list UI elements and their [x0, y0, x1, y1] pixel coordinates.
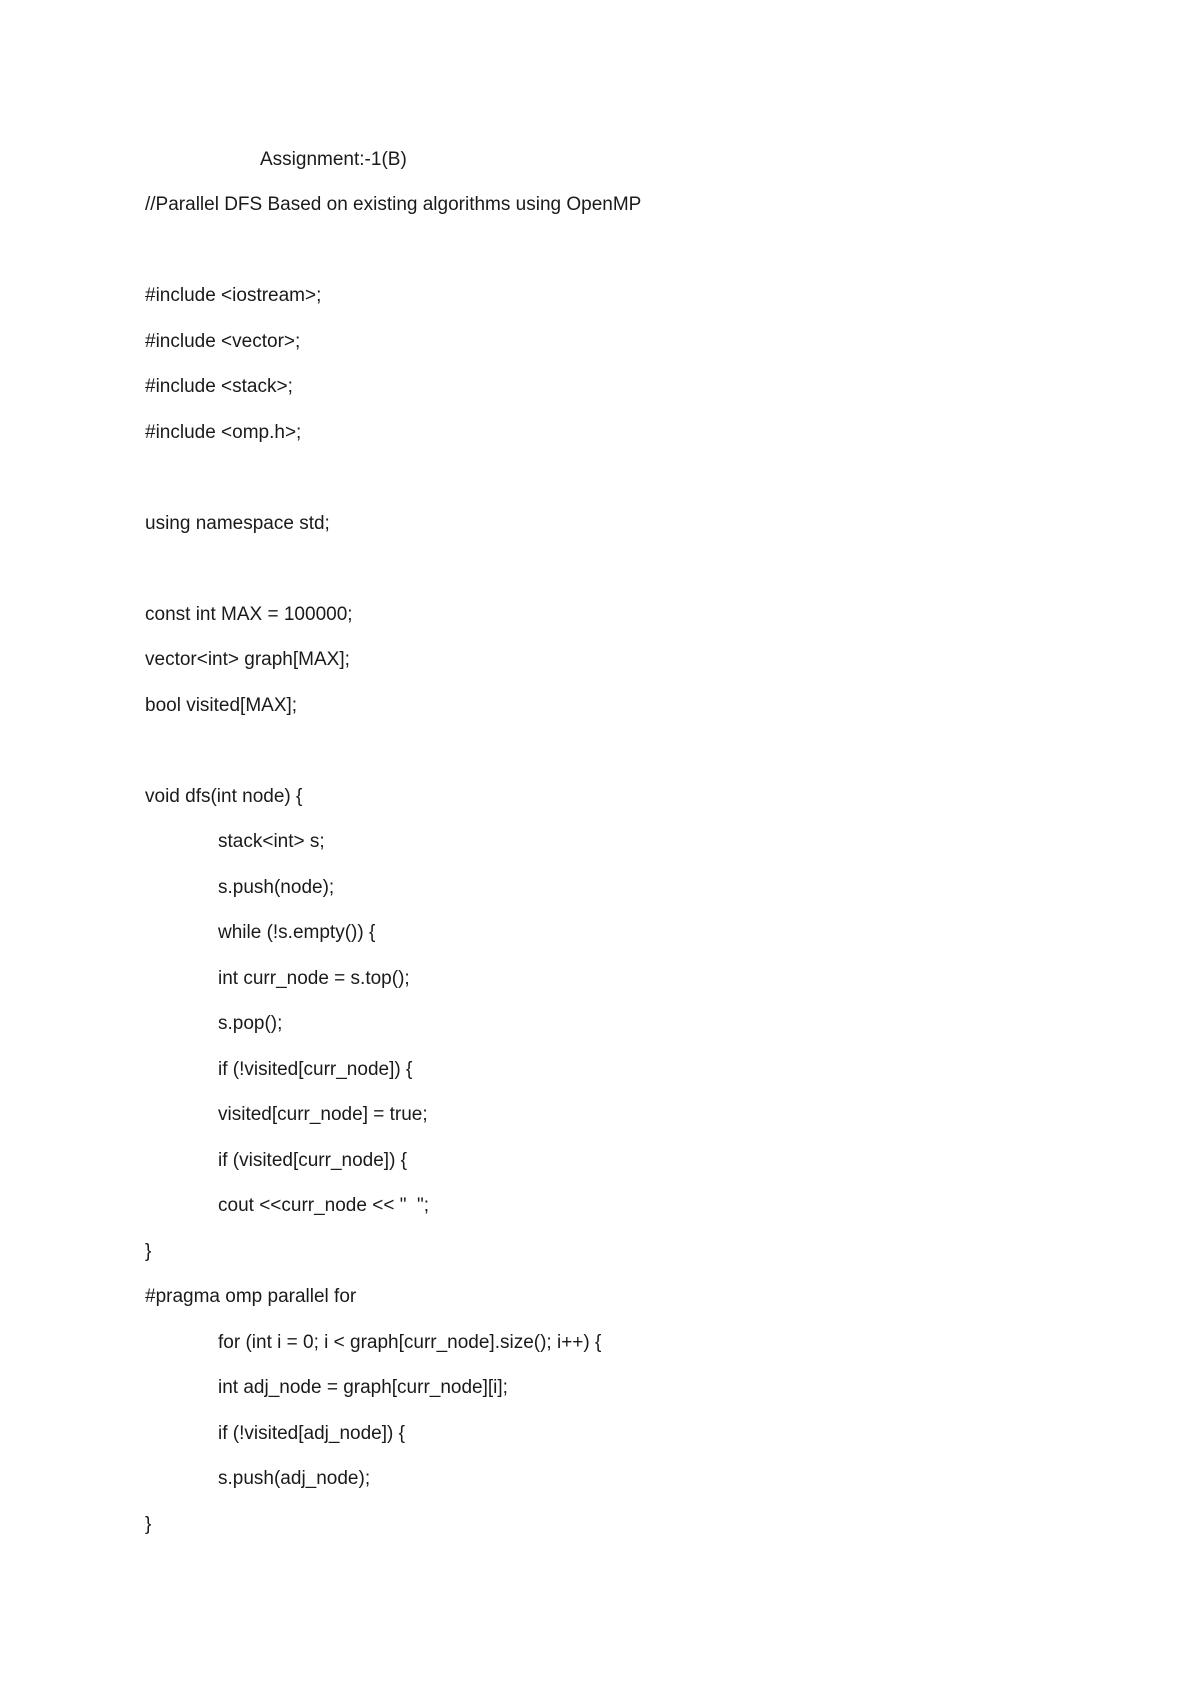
blank-line: [145, 239, 1145, 285]
code-line: visited[curr_node] = true;: [218, 1104, 428, 1125]
code-line: if (visited[curr_node]) {: [218, 1149, 408, 1171]
code-line: cout <<curr_node << " ";: [218, 1195, 430, 1216]
code-line: #include <iostream>;: [145, 285, 322, 306]
assignment-title: Assignment:-1(B): [260, 149, 407, 170]
code-line: const int MAX = 100000;: [145, 603, 353, 625]
code-line: s.push(node);: [218, 876, 335, 898]
code-line: #include <stack>;: [145, 376, 293, 397]
blank-line: [145, 466, 1145, 512]
code-line: #pragma omp parallel for: [145, 1286, 357, 1307]
code-line: s.push(adj_node);: [218, 1468, 371, 1489]
code-line: if (!visited[adj_node]) {: [218, 1422, 405, 1444]
code-line: using namespace std;: [145, 512, 330, 534]
code-line: s.pop();: [218, 1013, 283, 1034]
code-line: bool visited[MAX];: [145, 694, 298, 716]
code-line: void dfs(int node) {: [145, 785, 303, 807]
code-line: if (!visited[curr_node]) {: [218, 1058, 413, 1080]
code-line: #include <vector>;: [145, 330, 301, 352]
code-line: #include <omp.h>;: [145, 421, 302, 443]
code-line: stack<int> s;: [218, 831, 325, 852]
code-line: //Parallel DFS Based on existing algorithms using OpenMP: [145, 194, 642, 215]
code-line: for (int i = 0; i < graph[curr_node].size(); i++) {: [218, 1331, 602, 1353]
code-line: int curr_node = s.top();: [218, 967, 410, 989]
code-line: }: [145, 1513, 152, 1535]
code-line: vector<int> graph[MAX];: [145, 649, 350, 670]
blank-line: [145, 739, 1145, 785]
code-line: int adj_node = graph[curr_node][i];: [218, 1377, 508, 1398]
code-line: }: [145, 1240, 152, 1262]
code-line: while (!s.empty()) {: [218, 922, 376, 943]
blank-line: [145, 557, 1145, 603]
code-listing: [145, 193, 1145, 1558]
